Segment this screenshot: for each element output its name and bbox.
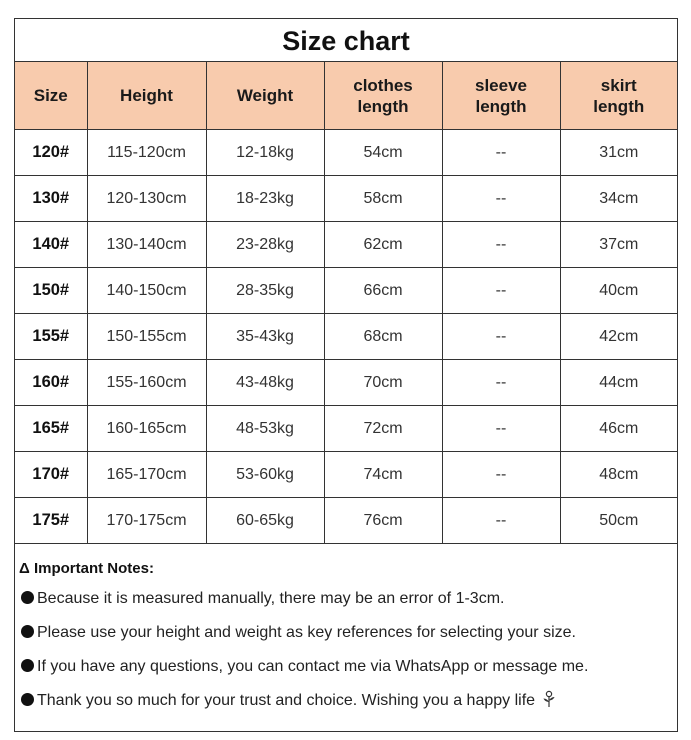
table-row (15, 268, 677, 314)
table-row (15, 130, 677, 176)
cell-height: 165-170cm (87, 452, 206, 498)
cell-weight: 48-53kg (206, 406, 324, 452)
cell-clothes-length: 54cm (324, 130, 442, 176)
cell-height: 170-175cm (87, 498, 206, 544)
cell-skirt-length: 31cm (560, 130, 677, 176)
note-text: Because it is measured manually, there may be an error of 1-3cm. (37, 590, 505, 607)
cell-height: 155-160cm (87, 360, 206, 406)
column-header-clothes-length: clothes length (324, 62, 442, 130)
cell-clothes-length: 74cm (324, 452, 442, 498)
table-row (15, 360, 677, 406)
table-header-row (15, 62, 677, 130)
cell-skirt-length: 44cm (560, 360, 677, 406)
note-item (19, 684, 677, 718)
bullet-icon (21, 693, 34, 706)
cell-height: 130-140cm (87, 222, 206, 268)
column-header-size: Size (15, 62, 87, 130)
cell-weight: 12-18kg (206, 130, 324, 176)
cell-skirt-length: 40cm (560, 268, 677, 314)
cell-weight: 60-65kg (206, 498, 324, 544)
cell-clothes-length: 72cm (324, 406, 442, 452)
column-header-weight: Weight (206, 62, 324, 130)
note-item (19, 582, 677, 616)
cell-size: 155# (15, 314, 87, 360)
cell-sleeve-length: -- (442, 406, 560, 452)
table-row (15, 176, 677, 222)
cell-clothes-length: 68cm (324, 314, 442, 360)
cell-weight: 23-28kg (206, 222, 324, 268)
bullet-icon (21, 625, 34, 638)
cell-sleeve-length: -- (442, 268, 560, 314)
cell-sleeve-length: -- (442, 222, 560, 268)
page-title: Size chart (15, 19, 677, 62)
notes-heading: Δ Important Notes: (19, 560, 154, 577)
column-header-skirt-length: skirt length (560, 62, 677, 130)
cell-size: 120# (15, 130, 87, 176)
table-row (15, 406, 677, 452)
cell-size: 170# (15, 452, 87, 498)
column-header-sleeve-length: sleeve length (442, 62, 560, 130)
cell-size: 175# (15, 498, 87, 544)
cell-size: 165# (15, 406, 87, 452)
cell-sleeve-length: -- (442, 176, 560, 222)
cell-sleeve-length: -- (442, 498, 560, 544)
table-body (15, 130, 677, 544)
cell-weight: 43-48kg (206, 360, 324, 406)
cell-weight: 28-35kg (206, 268, 324, 314)
notes-section (15, 544, 677, 718)
size-table (15, 62, 677, 544)
cell-size: 160# (15, 360, 87, 406)
size-chart-sheet (14, 18, 678, 732)
bullet-icon (21, 659, 34, 672)
bullet-icon (21, 591, 34, 604)
cell-sleeve-length: -- (442, 452, 560, 498)
cell-weight: 18-23kg (206, 176, 324, 222)
cell-clothes-length: 70cm (324, 360, 442, 406)
note-text: Please use your height and weight as key references for selecting your size. (37, 624, 576, 641)
table-row (15, 498, 677, 544)
cell-height: 150-155cm (87, 314, 206, 360)
cell-skirt-length: 34cm (560, 176, 677, 222)
note-text: If you have any questions, you can contact me via WhatsApp or message me. (37, 658, 589, 675)
note-item (19, 650, 677, 684)
cell-height: 120-130cm (87, 176, 206, 222)
cell-sleeve-length: -- (442, 360, 560, 406)
cell-clothes-length: 66cm (324, 268, 442, 314)
cell-sleeve-length: -- (442, 130, 560, 176)
cell-clothes-length: 62cm (324, 222, 442, 268)
cell-weight: 53-60kg (206, 452, 324, 498)
cell-clothes-length: 76cm (324, 498, 442, 544)
cell-clothes-length: 58cm (324, 176, 442, 222)
cell-skirt-length: 50cm (560, 498, 677, 544)
column-header-height: Height (87, 62, 206, 130)
cell-size: 150# (15, 268, 87, 314)
cell-size: 130# (15, 176, 87, 222)
table-row (15, 452, 677, 498)
table-row (15, 314, 677, 360)
cell-height: 160-165cm (87, 406, 206, 452)
flower-icon (541, 690, 557, 708)
cell-skirt-length: 37cm (560, 222, 677, 268)
table-row (15, 222, 677, 268)
note-item (19, 616, 677, 650)
cell-height: 115-120cm (87, 130, 206, 176)
cell-size: 140# (15, 222, 87, 268)
cell-skirt-length: 46cm (560, 406, 677, 452)
note-text: Thank you so much for your trust and choice. Wishing you a happy life (37, 692, 536, 709)
cell-height: 140-150cm (87, 268, 206, 314)
cell-weight: 35-43kg (206, 314, 324, 360)
cell-skirt-length: 48cm (560, 452, 677, 498)
cell-skirt-length: 42cm (560, 314, 677, 360)
cell-sleeve-length: -- (442, 314, 560, 360)
